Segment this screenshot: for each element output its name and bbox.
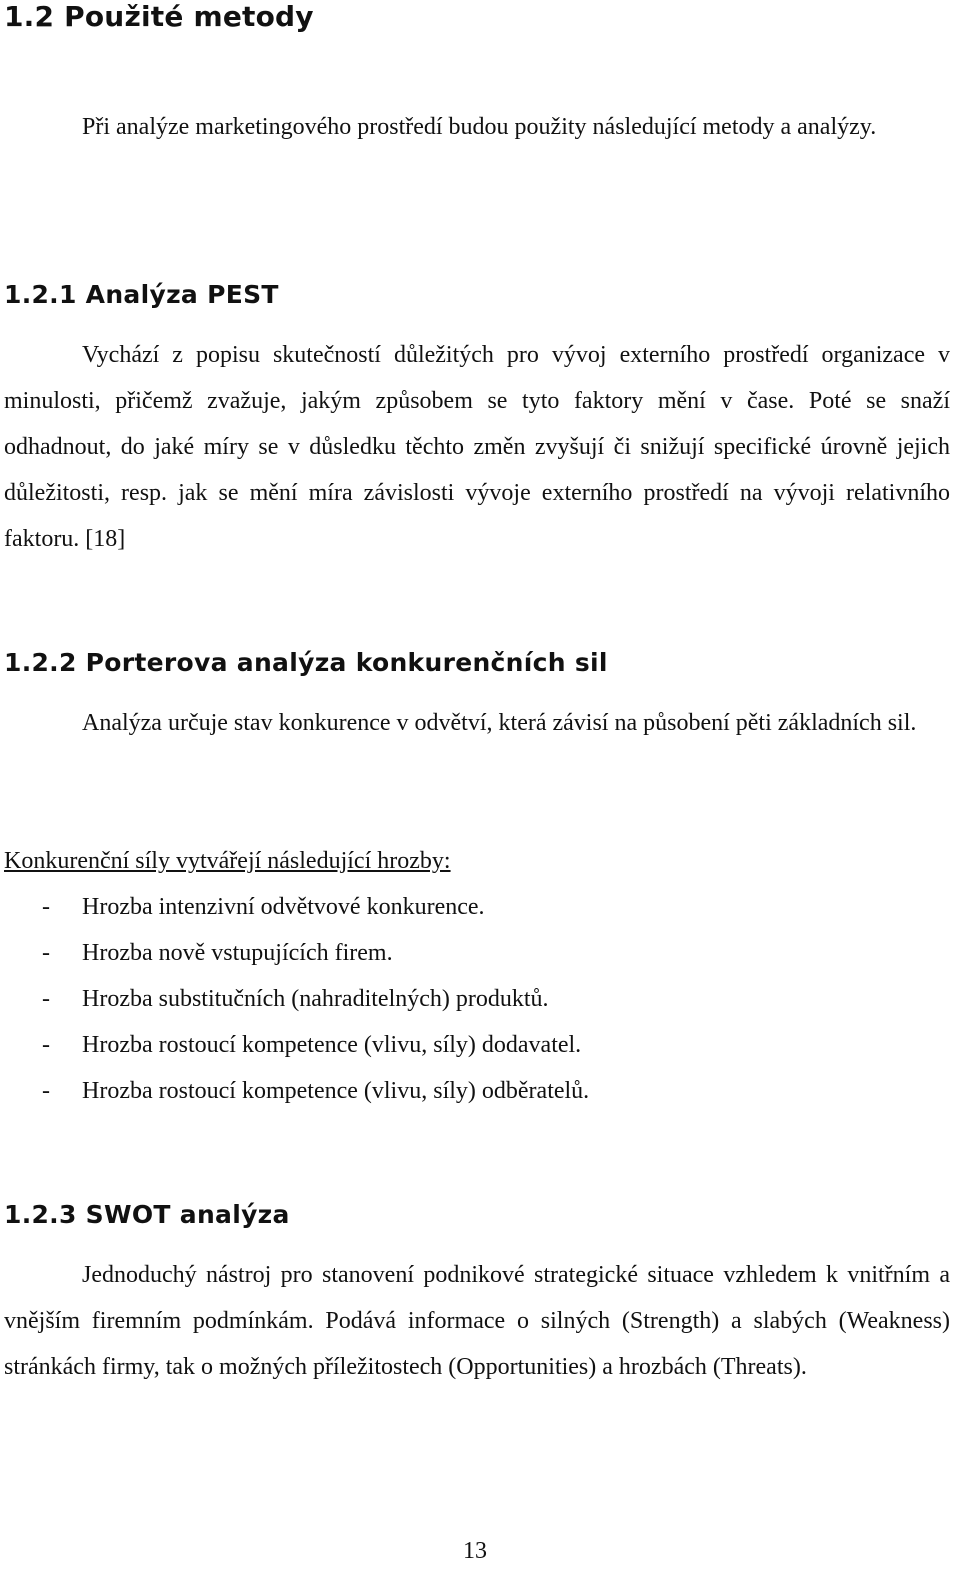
subsection-heading-porter: 1.2.2 Porterova analýza konkurenčních sil bbox=[4, 648, 608, 677]
swot-paragraph: Jednoduchý nástroj pro stanovení podnikové strategické situace vzhledem k vnitřním a vnějším firemním podmínkám. Podává informace o silných (Strength) a slabých (Weakness) stránkách firmy, tak o možných příležitostech (Opportunities) a hrozbách (Threats). bbox=[4, 1262, 950, 1380]
page-number: 13 bbox=[463, 1538, 487, 1564]
list-item-text: Hrozba nově vstupujících firem. bbox=[82, 940, 393, 966]
porter-paragraph: Analýza určuje stav konkurence v odvětví, která závisí na působení pěti základních sil. bbox=[82, 710, 917, 736]
threats-list-intro: Konkurenční síly vytvářejí následující hrozby: bbox=[4, 848, 451, 874]
list-bullet: - bbox=[42, 986, 50, 1012]
section-heading: 1.2 Použité metody bbox=[4, 0, 314, 33]
list-bullet: - bbox=[42, 1078, 50, 1104]
pest-paragraph: Vychází z popisu skutečností důležitých pro vývoj externího prostředí organizace v minulosti, přičemž zvažuje, jakým způsobem se tyto faktory mění v čase. Poté se snaží odhadnout, do jaké míry se v důsledku těchto změn zvyšují či snižují specifické úrovně jejich důležitosti, resp. jak se mění míra závislosti vývoje externího prostředí na vývoji relativního faktoru. [18] bbox=[4, 342, 950, 552]
section-intro-paragraph: Při analýze marketingového prostředí budou použity následující metody a analýzy. bbox=[82, 114, 877, 140]
subsection-heading-pest: 1.2.1 Analýza PEST bbox=[4, 280, 279, 309]
list-bullet: - bbox=[42, 1032, 50, 1058]
subsection-heading-swot: 1.2.3 SWOT analýza bbox=[4, 1200, 290, 1229]
list-item-text: Hrozba rostoucí kompetence (vlivu, síly) odběratelů. bbox=[82, 1078, 590, 1104]
list-bullet: - bbox=[42, 940, 50, 966]
list-item-text: Hrozba intenzivní odvětvové konkurence. bbox=[82, 894, 485, 920]
list-item-text: Hrozba substitučních (nahraditelných) produktů. bbox=[82, 986, 549, 1012]
list-item-text: Hrozba rostoucí kompetence (vlivu, síly) dodavatel. bbox=[82, 1032, 582, 1058]
list-bullet: - bbox=[42, 894, 50, 920]
